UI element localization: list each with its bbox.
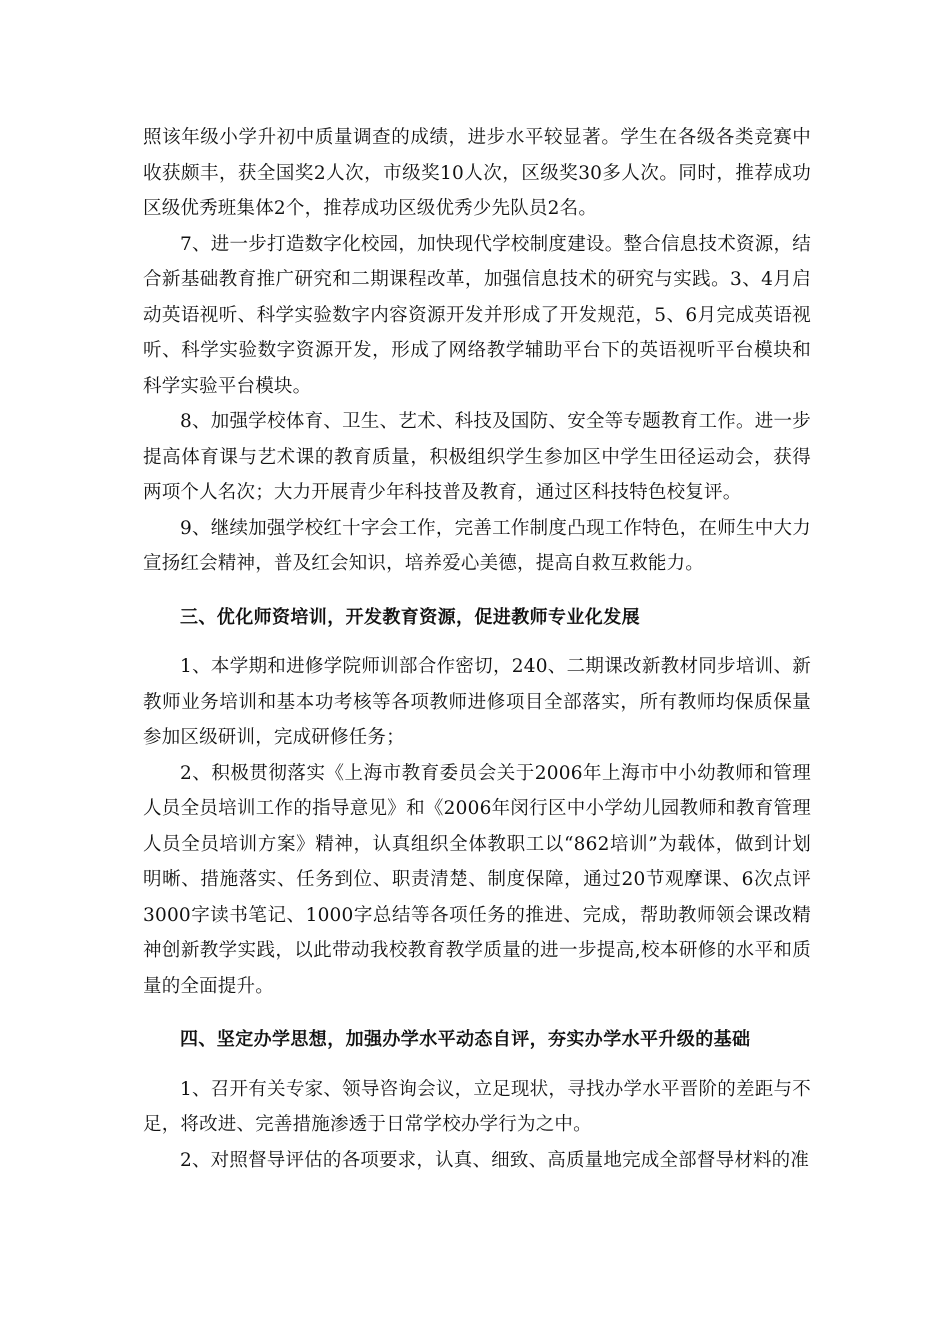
section-heading-3: 三、优化师资培训，开发教育资源，促进教师专业化发展 <box>180 606 640 628</box>
paragraph-continued: 照该年级小学升初中质量调查的成绩，进步水平较显著。学生在各级各类竞赛中收获颇丰，获全国奖2人次，市级奖10人次，区级奖30多人次。同时，推荐成功区级优秀班集体2个，推荐成功区级优秀少先队员2名。 <box>143 127 811 219</box>
paragraph-item-9: 9、继续加强学校红十字会工作，完善工作制度凸现工作特色，在师生中大力宣扬红会精神，普及红会知识，培养爱心美德，提高自救互救能力。 <box>143 517 811 574</box>
section3-paragraph-1: 1、本学期和进修学院师训部合作密切，240、二期课改新教材同步培训、新教师业务培训和基本功考核等各项教师进修项目全部落实，所有教师均保质保量参加区级研训，完成研修任务； <box>143 656 811 748</box>
paragraph-item-7: 7、进一步打造数字化校园，加快现代学校制度建设。整合信息技术资源，结合新基础教育推广研究和二期课程改革，加强信息技术的研究与实践。3、4月启动英语视听、科学实验数字内容资源开发并形成了开发规范，5、6月完成英语视听、科学实验数字资源开发，形成了网络教学辅助平台下的英语视听平台模块和科学实验平台模块。 <box>143 233 811 397</box>
paragraph-item-8: 8、加强学校体育、卫生、艺术、科技及国防、安全等专题教育工作。进一步提高体育课与艺术课的教育质量，积极组织学生参加区中学生田径运动会，获得两项个人名次；大力开展青少年科技普及教育，通过区科技特色校复评。 <box>143 411 811 503</box>
section4-paragraph-2: 2、对照督导评估的各项要求，认真、细致、高质量地完成全部督导材料的准 <box>180 1149 810 1171</box>
section-heading-4: 四、坚定办学思想，加强办学水平动态自评，夯实办学水平升级的基础 <box>180 1029 751 1050</box>
section4-paragraph-1: 1、召开有关专家、领导咨询会议，立足现状，寻找办学水平晋阶的差距与不足，将改进、完善措施渗透于日常学校办学行为之中。 <box>143 1078 811 1135</box>
document-page <box>143 120 811 1178</box>
section3-paragraph-2: 2、积极贯彻落实《上海市教育委员会关于2006年上海市中小幼教师和管理人员全员培训工作的指导意见》和《2006年闵行区中小学幼儿园教师和教育管理人员全员培训方案》精神，认真组织全体教职工以“862培训”为载体，做到计划明晰、措施落实、任务到位、职责清楚、制度保障，通过20节观摩课、6次点评3000字读书笔记、1000字总结等各项任务的推进、完成，帮助教师领会课改精神创新教学实践，以此带动我校教育教学质量的进一步提高,校本研修的水平和质量的全面提升。 <box>143 762 811 997</box>
